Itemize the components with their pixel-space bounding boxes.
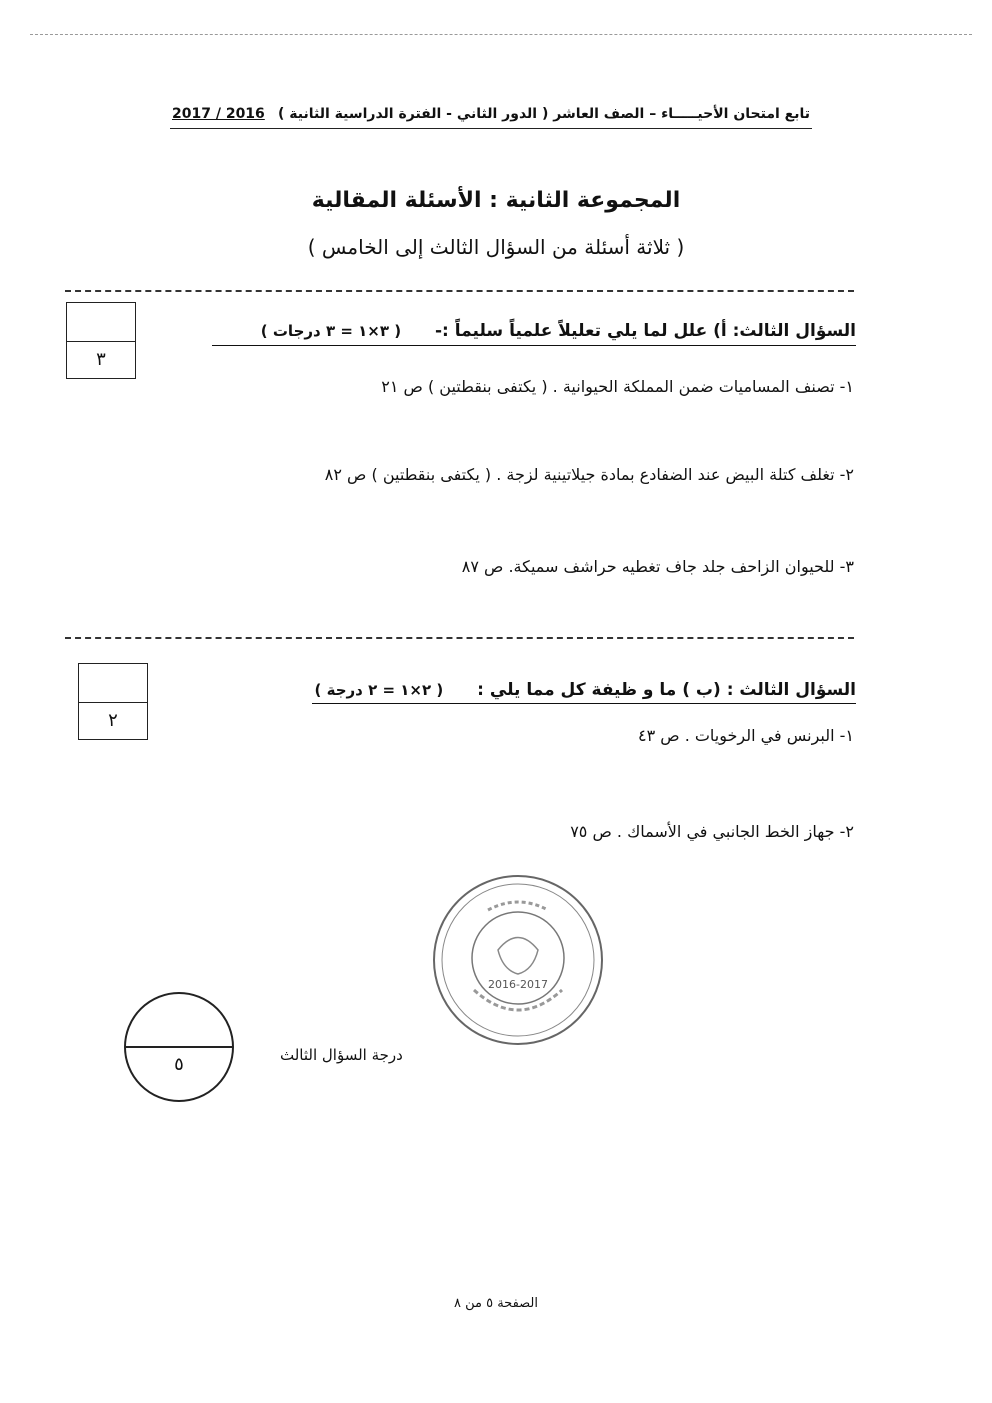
page-number: الصفحة ٥ من ٨ bbox=[453, 1296, 538, 1311]
exam-year: 2017 / 2016 bbox=[172, 106, 265, 122]
question-b-label: السؤال الثالث : (ب ) ما و ظيفة كل مما يلي : bbox=[477, 680, 856, 700]
exam-header: تابع امتحان الأحيـــــاء – الصف العاشر ( الدور الثاني - الفترة الدراسية الثانية ) bbox=[278, 106, 810, 122]
total-score-divider bbox=[126, 1046, 232, 1048]
score-box-b bbox=[78, 663, 148, 740]
score-box-b-empty bbox=[79, 664, 147, 703]
question-a-marks: ( ٣×١ = ٣ درجات ) bbox=[260, 322, 402, 340]
section-divider bbox=[65, 637, 854, 639]
question-a-item-1: ١- تصنف المساميات ضمن المملكة الحيوانية . ( يكتفى بنقطتين ) ص ٢١ bbox=[381, 377, 854, 396]
top-dashed-border bbox=[30, 34, 972, 35]
question-a-underline bbox=[212, 345, 856, 346]
question-b-marks: ( ٢×١ = ٢ درجة ) bbox=[314, 681, 444, 699]
score-box-a bbox=[66, 302, 136, 379]
official-stamp bbox=[428, 870, 608, 1050]
question-a-item-2: ٢- تغلف كتلة البيض عند الضفادع بمادة جيلاتينية لزجة . ( يكتفى بنقطتين ) ص ٨٢ bbox=[324, 465, 854, 484]
total-score-value: ٥ bbox=[174, 1054, 184, 1075]
question-b-heading bbox=[315, 680, 856, 700]
header-underline bbox=[170, 128, 812, 129]
group-title: المجموعة الثانية : الأسئلة المقالية bbox=[311, 188, 681, 213]
question-a-item-3: ٣- للحيوان الزاحف جلد جاف تغطيه حراشف سميكة. ص ٨٧ bbox=[461, 557, 854, 576]
question-a-label: السؤال الثالث: أ) علل لما يلي تعليلاً علمياً سليماً :- bbox=[435, 321, 856, 341]
score-box-b-value: ٢ bbox=[108, 710, 118, 731]
score-box-a-value: ٣ bbox=[96, 349, 106, 370]
total-score-label: درجة السؤال الثالث bbox=[280, 1046, 403, 1064]
score-box-a-empty bbox=[67, 303, 135, 342]
total-score-circle bbox=[124, 992, 234, 1102]
question-b-item-1: ١- البرنس في الرخويات . ص ٤٣ bbox=[637, 726, 854, 745]
question-a-heading bbox=[261, 321, 856, 341]
section-divider bbox=[65, 290, 854, 292]
question-b-underline bbox=[312, 703, 856, 704]
group-subtitle: ( ثلاثة أسئلة من السؤال الثالث إلى الخامس ) bbox=[307, 235, 685, 259]
question-b-item-2: ٢- جهاز الخط الجانبي في الأسماك . ص ٧٥ bbox=[570, 822, 854, 841]
stamp-year: 2016-2017 bbox=[488, 978, 548, 991]
